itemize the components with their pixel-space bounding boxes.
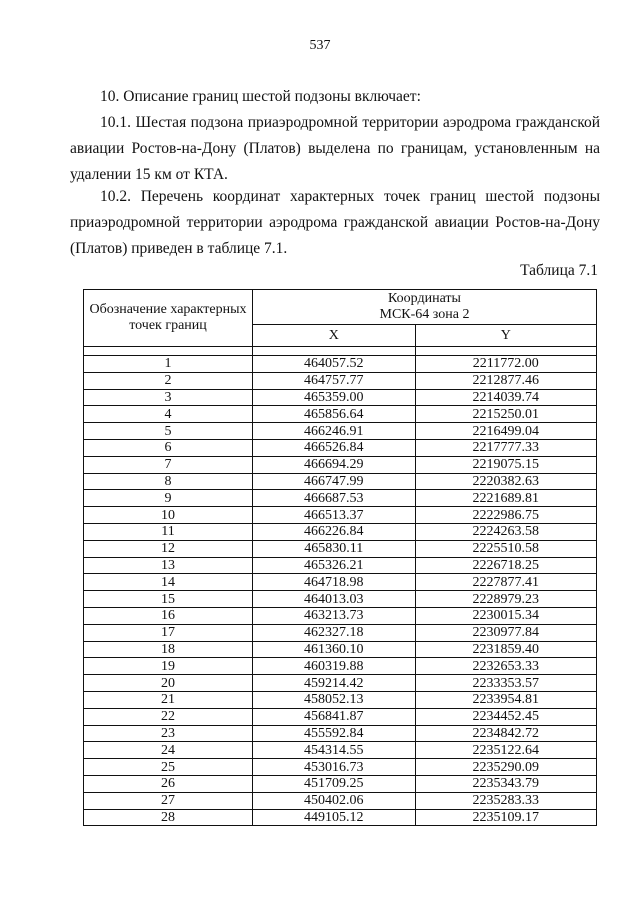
x-coordinate-cell: 465856.64 bbox=[253, 406, 416, 423]
table-row bbox=[84, 540, 597, 557]
table-row bbox=[84, 473, 597, 490]
x-coordinate-cell: 465359.00 bbox=[253, 389, 416, 406]
table-row bbox=[84, 406, 597, 423]
point-number-cell: 15 bbox=[84, 591, 253, 608]
coordinates-header-line1: Координаты bbox=[388, 291, 461, 306]
x-coordinate-cell: 465830.11 bbox=[253, 540, 416, 557]
table-row bbox=[84, 641, 597, 658]
table-row bbox=[84, 490, 597, 507]
x-coordinate-cell: 458052.13 bbox=[253, 691, 416, 708]
x-coordinate-cell: 464718.98 bbox=[253, 574, 416, 591]
point-number-cell: 17 bbox=[84, 624, 253, 641]
x-column-header: X bbox=[253, 325, 416, 347]
gap-cell bbox=[415, 347, 596, 356]
y-coordinate-cell: 2216499.04 bbox=[415, 423, 596, 440]
table-row bbox=[84, 389, 597, 406]
y-coordinate-cell: 2233954.81 bbox=[415, 691, 596, 708]
table-row bbox=[84, 456, 597, 473]
point-number-cell: 2 bbox=[84, 372, 253, 389]
table-row bbox=[84, 691, 597, 708]
table-row bbox=[84, 557, 597, 574]
x-coordinate-cell: 459214.42 bbox=[253, 675, 416, 692]
point-number-cell: 18 bbox=[84, 641, 253, 658]
y-coordinate-cell: 2225510.58 bbox=[415, 540, 596, 557]
y-coordinate-cell: 2224263.58 bbox=[415, 523, 596, 540]
point-number-cell: 4 bbox=[84, 406, 253, 423]
y-coordinate-cell: 2215250.01 bbox=[415, 406, 596, 423]
table-row bbox=[84, 507, 597, 524]
x-coordinate-cell: 451709.25 bbox=[253, 775, 416, 792]
y-coordinate-cell: 2233353.57 bbox=[415, 675, 596, 692]
y-coordinate-cell: 2235343.79 bbox=[415, 775, 596, 792]
y-coordinate-cell: 2214039.74 bbox=[415, 389, 596, 406]
table-row bbox=[84, 607, 597, 624]
y-coordinate-cell: 2230977.84 bbox=[415, 624, 596, 641]
y-coordinate-cell: 2212877.46 bbox=[415, 372, 596, 389]
y-coordinate-cell: 2235109.17 bbox=[415, 809, 596, 826]
point-number-cell: 13 bbox=[84, 557, 253, 574]
table-row bbox=[84, 624, 597, 641]
y-coordinate-cell: 2226718.25 bbox=[415, 557, 596, 574]
y-coordinate-cell: 2235283.33 bbox=[415, 792, 596, 809]
y-coordinate-cell: 2221689.81 bbox=[415, 490, 596, 507]
y-coordinate-cell: 2219075.15 bbox=[415, 456, 596, 473]
table-caption: Таблица 7.1 bbox=[520, 262, 598, 279]
point-number-cell: 11 bbox=[84, 523, 253, 540]
x-coordinate-cell: 450402.06 bbox=[253, 792, 416, 809]
point-number-cell: 7 bbox=[84, 456, 253, 473]
y-coordinate-cell: 2217777.33 bbox=[415, 439, 596, 456]
point-number-cell: 12 bbox=[84, 540, 253, 557]
table-row bbox=[84, 591, 597, 608]
paragraph-10-1: 10.1. Шестая подзона приаэродромной территории аэродрома гражданской авиации Ростов-на-Дону (Платов) выделена по границам, установленным на удалении 15 км от КТА. bbox=[70, 114, 600, 183]
gap-cell bbox=[84, 347, 253, 356]
x-coordinate-cell: 464757.77 bbox=[253, 372, 416, 389]
y-coordinate-cell: 2235290.09 bbox=[415, 759, 596, 776]
point-number-cell: 1 bbox=[84, 356, 253, 373]
point-number-cell: 8 bbox=[84, 473, 253, 490]
x-coordinate-cell: 466246.91 bbox=[253, 423, 416, 440]
table-row bbox=[84, 759, 597, 776]
designation-header bbox=[84, 290, 253, 347]
x-coordinate-cell: 466687.53 bbox=[253, 490, 416, 507]
point-number-cell: 28 bbox=[84, 809, 253, 826]
x-coordinate-cell: 462327.18 bbox=[253, 624, 416, 641]
y-coordinate-cell: 2220382.63 bbox=[415, 473, 596, 490]
x-coordinate-cell: 466526.84 bbox=[253, 439, 416, 456]
x-coordinate-cell: 465326.21 bbox=[253, 557, 416, 574]
table-row bbox=[84, 725, 597, 742]
x-coordinate-cell: 454314.55 bbox=[253, 742, 416, 759]
y-coordinate-cell: 2227877.41 bbox=[415, 574, 596, 591]
y-coordinate-cell: 2230015.34 bbox=[415, 607, 596, 624]
x-coordinate-cell: 449105.12 bbox=[253, 809, 416, 826]
y-coordinate-cell: 2222986.75 bbox=[415, 507, 596, 524]
y-column-header: Y bbox=[415, 325, 596, 347]
y-coordinate-cell: 2232653.33 bbox=[415, 658, 596, 675]
paragraph-10-2: 10.2. Перечень координат характерных точек границ шестой подзоны приаэродромной территории аэродрома гражданской авиации Ростов-на-Дону (Платов) приведен в таблице 7.1. bbox=[70, 188, 600, 257]
gap-cell bbox=[253, 347, 416, 356]
page-number: 537 bbox=[309, 38, 331, 53]
x-coordinate-cell: 466747.99 bbox=[253, 473, 416, 490]
y-coordinate-cell: 2235122.64 bbox=[415, 742, 596, 759]
table-row bbox=[84, 574, 597, 591]
table-row bbox=[84, 372, 597, 389]
x-coordinate-cell: 466513.37 bbox=[253, 507, 416, 524]
x-coordinate-cell: 456841.87 bbox=[253, 708, 416, 725]
coordinates-table bbox=[83, 289, 597, 826]
y-coordinate-cell: 2234452.45 bbox=[415, 708, 596, 725]
coordinates-group-header bbox=[253, 290, 597, 325]
point-number-cell: 10 bbox=[84, 507, 253, 524]
table-row bbox=[84, 708, 597, 725]
point-number-cell: 14 bbox=[84, 574, 253, 591]
point-number-cell: 3 bbox=[84, 389, 253, 406]
table-body bbox=[84, 347, 597, 826]
x-coordinate-cell: 464057.52 bbox=[253, 356, 416, 373]
table-row bbox=[84, 775, 597, 792]
designation-header-label: Обозначение характерных точек границ bbox=[89, 302, 247, 333]
table-header bbox=[84, 290, 597, 347]
x-coordinate-cell: 466694.29 bbox=[253, 456, 416, 473]
point-number-cell: 23 bbox=[84, 725, 253, 742]
x-coordinate-cell: 460319.88 bbox=[253, 658, 416, 675]
x-coordinate-cell: 464013.03 bbox=[253, 591, 416, 608]
point-number-cell: 19 bbox=[84, 658, 253, 675]
x-coordinate-cell: 461360.10 bbox=[253, 641, 416, 658]
point-number-cell: 21 bbox=[84, 691, 253, 708]
point-number-cell: 5 bbox=[84, 423, 253, 440]
y-coordinate-cell: 2234842.72 bbox=[415, 725, 596, 742]
y-coordinate-cell: 2231859.40 bbox=[415, 641, 596, 658]
point-number-cell: 9 bbox=[84, 490, 253, 507]
table-row bbox=[84, 809, 597, 826]
header-gap-row bbox=[84, 347, 597, 356]
x-coordinate-cell: 463213.73 bbox=[253, 607, 416, 624]
point-number-cell: 6 bbox=[84, 439, 253, 456]
point-number-cell: 27 bbox=[84, 792, 253, 809]
point-number-cell: 25 bbox=[84, 759, 253, 776]
table-row bbox=[84, 423, 597, 440]
y-coordinate-cell: 2211772.00 bbox=[415, 356, 596, 373]
point-number-cell: 16 bbox=[84, 607, 253, 624]
point-number-cell: 26 bbox=[84, 775, 253, 792]
coordinates-header-line2: МСК-64 зона 2 bbox=[379, 307, 470, 322]
y-coordinate-cell: 2228979.23 bbox=[415, 591, 596, 608]
x-coordinate-cell: 455592.84 bbox=[253, 725, 416, 742]
point-number-cell: 24 bbox=[84, 742, 253, 759]
table-row bbox=[84, 356, 597, 373]
point-number-cell: 20 bbox=[84, 675, 253, 692]
table-row bbox=[84, 675, 597, 692]
table-row bbox=[84, 523, 597, 540]
table-row bbox=[84, 742, 597, 759]
table-row bbox=[84, 658, 597, 675]
paragraph-10: 10. Описание границ шестой подзоны включает: bbox=[100, 88, 421, 105]
x-coordinate-cell: 453016.73 bbox=[253, 759, 416, 776]
table-row bbox=[84, 792, 597, 809]
x-coordinate-cell: 466226.84 bbox=[253, 523, 416, 540]
table-row bbox=[84, 439, 597, 456]
point-number-cell: 22 bbox=[84, 708, 253, 725]
